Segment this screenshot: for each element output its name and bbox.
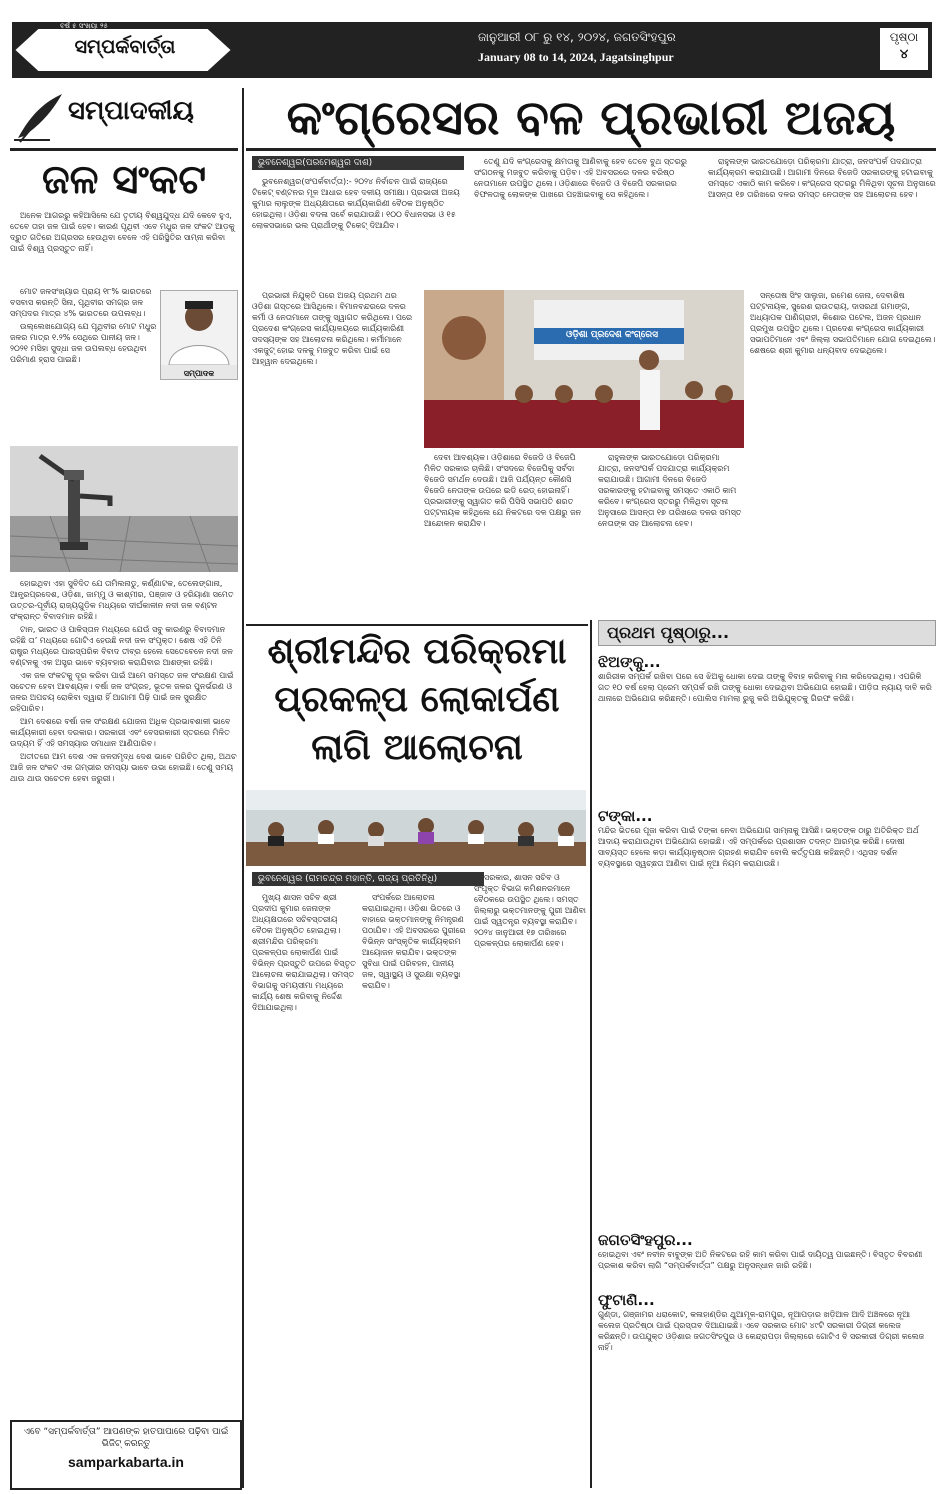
continuation-heading: ଝିଅଙ୍କୁ...	[598, 653, 661, 671]
conference-image	[246, 790, 586, 866]
editor-caption: ସମ୍ପାଦକ	[183, 369, 215, 378]
divider	[10, 148, 238, 151]
continuation-text: ହୋଇଥିବା ଏବଂ ନବୀନ ବାବୁଙ୍କ ଅତି ନିକଟରେ ରହି କାମ କରିବା ପାଇଁ ଦାୟିତ୍ୱ ପାଇଛନ୍ତି। ବିସ୍ତୃତ ବିବରଣୀ ପ୍ରକାଶ କରିବା ଲାଗି “ସମ୍ପର୍କବାର୍ତ୍ତା” ପକ୍ଷରୁ ଅନୁସନ୍ଧାନ ଜାରି ରହିଛି।	[598, 1250, 923, 1270]
second-byline: ଭୁବନେଶ୍ୱର (ରାମଚନ୍ଦ୍ର ମହାନ୍ତି, ରାଜ୍ୟ ପ୍ରତିନିଧି)	[252, 872, 484, 886]
divider	[246, 624, 588, 626]
column-divider	[590, 620, 592, 1488]
lead-paragraph: ସନ୍ତୋଷ ସିଂହ ସାଲୁଜା, ରମେଶ ଜେନା, ଦେବାଶିଷ ପଟ୍ଟନାୟକ, ସୁରେଶ ରାଉତରାୟ, ଦାସରଥୀ ଗମାଙ୍ଗ, ଅଧ୍ୟାପକ ପାଣିଗ୍ରାହୀ, କିଶୋର ପଟେଲ, ଅଜନ ପ୍ରଧାନ ପ୍ରମୁଖ ଉପସ୍ଥିତ ଥିଲେ। ପ୍ରଦେଶ କଂଗ୍ରେସ କାର୍ଯ୍ୟକାରୀ ସଭାପତିମାନେ ଏବଂ ଜିଲ୍ଲା ସଭାପତିମାନେ ଯୋଗ ଦେଇଥିଲେ। ଶେଷରେ ଶ୍ରୀ କୁମାର ଧନ୍ୟବାଦ ଦେଇଥିଲେ।	[750, 291, 936, 355]
editorial-paragraph: ଅତୀତରେ ଆମ ଦେଶ ଏକ ଜଳସମୃଦ୍ଧ ଦେଶ ଭାବେ ପରିଚିତ ଥିଲା, ଅଥଚ ଆଜି ଜଳ ସଂକଟ ଏକ ଗମ୍ଭୀର ସମସ୍ୟା ଭାବେ ଉଭା ହୋଇଛି। ତେଣୁ ସମୟ ଥାଉ ଥାଉ ସଚେତନ ହେବା ଜରୁରୀ।	[10, 752, 237, 783]
front-page-box-title: ପ୍ରଥମ ପୃଷ୍ଠାରୁ...	[598, 620, 936, 646]
continuation-text: ମନ୍ଦିର ଭିତରେ ପୂଜା କରିବା ପାଇଁ ଟଙ୍କା ନେବା ଅଭିଯୋଗ ସାମ୍ନାକୁ ଆସିଛି। ଭକ୍ତଙ୍କ ଠାରୁ ଅତିରିକ୍ତ ଅର୍ଥ ଆଦାୟ କରାଯାଉଥିବା ଅଭିଯୋଗ ହୋଇଛି। ଏହି ସମ୍ପର୍କରେ ପ୍ରଶାସନ ତଦନ୍ତ ଆରମ୍ଭ କରିଛି। ଦୋଷୀ ସାବ୍ୟସ୍ତ ହେଲେ କଡ଼ା କାର୍ଯ୍ୟାନୁଷ୍ଠାନ ଗ୍ରହଣ କରାଯିବ ବୋଲି କର୍ତ୍ତୃପକ୍ଷ କହିଛନ୍ତି। ଏଥିସହ ଦର୍ଶନ ବ୍ୟବସ୍ଥାରେ ସ୍ୱଚ୍ଛତା ଆଣିବା ପାଇଁ ନୂଆ ନିୟମ କରାଯାଉଛି।	[598, 826, 919, 868]
lead-story-photo	[424, 290, 744, 448]
lead-headline: କଂଗ୍ରେସର ବଳ ପ୍ରଭାରୀ ଅଜୟ	[286, 90, 896, 146]
page-label: ପୃଷ୍ଠା	[889, 30, 919, 44]
lead-paragraph: ରାହୁଲଙ୍କ ଭାରତଯୋଡ଼ୋ ପରିକ୍ରମା ଯାତ୍ରା, ଜନସଂପର୍କ ପଦଯାତ୍ରା କାର୍ଯ୍ୟକ୍ରମ କରାଯାଉଛି। ଆଗାମୀ ଦିନରେ ବିଜେଡି ସରକାରଙ୍କୁ ହଟାଇବାକୁ ସମସ୍ତେ ଏକାଠି କାମ କରିବେ। କଂଗ୍ରେସ ସ୍ତରରୁ ମିଳିଥିବା ସୂଚନା ଅନୁସାରେ ଆସନ୍ତା ୧୭ ତାରିଖରେ ଦଳର ସମସ୍ତ ନେତାଙ୍କ ସହ ଆଲୋଚନା ହେବ।	[598, 453, 742, 528]
website-promo-text: ଏବେ “ସମ୍ପର୍କବାର୍ତ୍ତା” ଆପଣଙ୍କ ହାତପାପାରେ ପଢ଼ିବା ପାଇଁ ଭିଜିଟ୍ କରନ୍ତୁ	[23, 1427, 229, 1449]
quill-pen-icon	[10, 90, 66, 144]
issue-date-english: January 08 to 14, 2024, Jagatsinghpur	[478, 50, 674, 64]
lead-byline: ଭୁବନେଶ୍ୱର(ପରମେଶ୍ୱର ଦାଶ)	[252, 156, 464, 170]
person-silhouette-icon	[161, 291, 237, 365]
lead-col-3	[474, 156, 696, 286]
editorial-body-lower	[10, 578, 238, 1414]
lead-photo-caption: ଓଡ଼ିଶା ପ୍ରଦେଶ କଂଗ୍ରେସ	[566, 330, 658, 340]
logo-text: ସମ୍ପର୍କବାର୍ତ୍ତା	[74, 36, 176, 58]
editorial-header	[10, 90, 238, 146]
page-number: ୪	[899, 47, 909, 62]
editorial-section-label: ସମ୍ପାଦକୀୟ	[68, 96, 194, 126]
editorial-paragraph: ଅନେକ ଆଗରରୁ କହିଆସିଲେ ଯେ ତୃତୀୟ ବିଶ୍ୱଯୁଦ୍ଧ ଯଦି କେବେ ହୁଏ, ତେବେ ତାହା ଜଳ ପାଇଁ ହେବ। କାରଣ ପୃଥିବୀ ଏବେ ମଧୁର ଜଳ ସଂକଟ ଆଡ଼କୁ ଦ୍ରୁତ ଗତିରେ ଅଗ୍ରସର ହେଉଥିବା ବେଳେ ଏହି ପରିସ୍ଥିତିର ସାମ୍ନା କରିବା ପାଇଁ ବିଶ୍ୱ ପ୍ରସ୍ତୁତ ନାହିଁ।	[10, 211, 235, 253]
second-headline-line-3: ଲାଗି ଆଲୋଚନା	[311, 727, 523, 768]
lead-col-4	[708, 156, 936, 286]
editorial-paragraph: ଉଲ୍ଲେଖଯୋଗ୍ୟ ଯେ ପୃଥିବୀର ମୋଟ ମଧୁର ଜଳର ମାତ୍ର ୧.୨% ସେଥିରେ ପାନୀୟ ଜଳ। ୨୦୨୧ ମସିହା ସୁଦ୍ଧା ଜଳ ଉପଲବ୍ଧ ହେଉଥିବା ପରିମାଣ ହ୍ରାସ ପାଇଛି।	[10, 322, 157, 364]
meeting-photo	[246, 790, 586, 866]
second-paragraph: ମୁଖ୍ୟ ଶାସନ ସଚିବ ଶ୍ରୀ ପ୍ରଦୀପ କୁମାର ଜେନାଙ୍କ ଅଧ୍ୟକ୍ଷତାରେ ସଚିବସ୍ତରୀୟ ବୈଠକ ଅନୁଷ୍ଠିତ ହୋଇଥିଲା। ଶ୍ରୀମନ୍ଦିର ପରିକ୍ରମା ପ୍ରକଳ୍ପର ଲୋକାର୍ପଣ ପାଇଁ ବିଭିନ୍ନ ପ୍ରସ୍ତୁତି ଉପରେ ବିସ୍ତୃତ ଆଲୋଚନା କରାଯାଇଥିଲା। ସମସ୍ତ ବିଭାଗକୁ ସମୟସୀମା ମଧ୍ୟରେ କାର୍ଯ୍ୟ ଶେଷ କରିବାକୁ ନିର୍ଦ୍ଦେଶ ଦିଆଯାଇଥିଲା।	[252, 893, 356, 1012]
page-number-box	[878, 26, 930, 72]
lead-col-4b	[750, 290, 936, 620]
continuation-item	[598, 652, 934, 802]
congress-meeting-image	[424, 290, 744, 448]
second-col-1	[252, 892, 356, 1484]
second-col-2	[362, 892, 466, 1484]
continuation-text: ଶାରିରୀକ ସମ୍ପର୍କ ରଖିବା ପରେ ସେ ଝିଅକୁ ଧୋକା ଦେଇ ତାଙ୍କୁ ବିବାହ କରିବାକୁ ମନା କରିଦେଇଥିଲା। ଏପରିକି ଗତ ୧୦ ବର୍ଷ ହେଲା ପ୍ରେମ ସମ୍ପର୍କ ରଖି ତାଙ୍କୁ ଧୋକା ଦେଇଥିବା ଅଭିଯୋଗ ହୋଇଛି। ପୀଡ଼ିତା ନ୍ୟାୟ ଦାବି କରି ଥାନାରେ ଅଭିଯୋଗ କରିଛନ୍ତି। ପୋଲିସ ମାମଲା ରୁଜୁ କରି ଅଭିଯୁକ୍ତକୁ ଗିରଫ କରିଛି।	[598, 672, 932, 703]
second-paragraph: ସଂପର୍କରେ ଆଲୋଚନା କରାଯାଇଥିଲା। ଓଡ଼ିଶା ଭିତରେ ଓ ବାହାରେ ଭକ୍ତମାନଙ୍କୁ ନିମନ୍ତ୍ରଣ ପଠାଯିବ। ଏହି ଅବସରରେ ପୁରୀରେ ବିଭିନ୍ନ ସାଂସ୍କୃତିକ କାର୍ଯ୍ୟକ୍ରମ ଆୟୋଜନ କରାଯିବ। ଭକ୍ତଙ୍କ ସୁବିଧା ପାଇଁ ପରିବହନ, ପାନୀୟ ଜଳ, ସ୍ୱାସ୍ଥ୍ୟ ଓ ସୁରକ୍ଷା ବ୍ୟବସ୍ଥା କରାଯିବ।	[362, 893, 466, 990]
second-headline-line-2: ପ୍ରକଳ୍ପ ଲୋକାର୍ପଣ	[274, 679, 560, 720]
editorial-paragraph: ହୋଇଥିବା ଏହା ସୁବିଦିତ ଯେ ତାମିଲନାଡୁ, କର୍ଣ୍ଣାଟକ, ତେଲେଙ୍ଗାନା, ଆନ୍ଧ୍ରପ୍ରଦେଶ, ଓଡ଼ିଶା, ଜାମ୍ମୁ ଓ କାଶ୍ମୀର, ପଞ୍ଜାବ ଓ ହରିୟାଣା ସମେତ ଉତ୍ତର-ପୂର୍ବୀୟ ରାଜ୍ୟଗୁଡ଼ିକ ମଧ୍ୟରେ ଦୀର୍ଘକାଳୀନ ନଦୀ ଜଳ ବଣ୍ଟନ ସଂକ୍ରାନ୍ତ ବିବାଦମାନ ରହିଛି।	[10, 579, 234, 621]
editorial-title: ଜଳ ସଂକଟ	[41, 157, 207, 203]
logo-subtext: ବର୍ଷ ୫ ସଂଖ୍ୟା ୨୫	[60, 22, 108, 30]
water-pump-photo	[10, 446, 238, 572]
website-url-link[interactable]: samparkabarta.in	[68, 1454, 184, 1470]
editorial-paragraph: ଆମ ଦେଶରେ ବର୍ଷା ଜଳ ସଂରକ୍ଷଣ ଯୋଜନା ଅଧିକ ପ୍ରଭାବଶାଳୀ ଭାବେ କାର୍ଯ୍ୟକାରୀ ହେବା ଦରକାର। ସରକାରୀ ଏବଂ ବେସରକାରୀ ସ୍ତରରେ ମିଳିତ ଉଦ୍ୟମ ହିଁ ଏହି ସମସ୍ୟାର ସମାଧାନ ଆଣିପାରିବ।	[10, 717, 231, 748]
second-col-3	[474, 872, 586, 1484]
hand-pump-icon	[10, 446, 238, 572]
second-headline	[246, 628, 588, 772]
continuation-text: ଗୁଣ୍ଡା, ଗଞ୍ଜାମର ଧରାକୋଟ, କଳାହାଣ୍ଡିର ଥୁଆମୂଳ-ରାମପୁର, ନୂଆପଡ଼ାର ଖଡ଼ିଆଳ ଆଦି ଅଞ୍ଚଳରେ ନୂଆ କଲେଜ ପ୍ରତିଷ୍ଠା ପାଇଁ ପ୍ରସ୍ତାବ ଦିଆଯାଇଛି। ଏବେ ସରକାର ମୋଟ ୪୯ଟି ସରକାରୀ ଡିଗ୍ରୀ କଲେଜ କରିଛନ୍ତି। ଉପଯୁକ୍ତ ଓଡ଼ିଶାର ଜଗତସିଂହପୁର ଓ କେନ୍ଦ୍ରାପଡ଼ା ଜିଲ୍ଲାରେ ଗୋଟିଏ ବି ସରକାରୀ ଡିଗ୍ରୀ କଲେଜ ନାହିଁ।	[598, 1310, 925, 1352]
continuation-item	[598, 1290, 934, 1486]
continuation-heading: ଫୁଟାଣି...	[598, 1291, 655, 1309]
column-divider	[242, 88, 244, 1488]
second-headline-line-1: ଶ୍ରୀମନ୍ଦିର ପରିକ୍ରମା	[267, 631, 567, 672]
editorial-paragraph: ଟାନ, ଭାରତ ଓ ପାକିସ୍ତାନ ମଧ୍ୟରେ ଯେଉଁ ସବୁ କାରଣରୁ ବିବାଦମାନ ରହିଛି ତା’ ମଧ୍ୟରେ ଗୋଟିଏ ହେଉଛି ନଦୀ ଜଳ ସଂପୃକ୍ତ। ଶେଷ ଏହି ତିନି ରାଷ୍ଟ୍ର ମଧ୍ୟରେ ପାରସ୍ପରିକ ବିବାଦ ତୀବ୍ର ହେଲେ ସେତେବେଳେ ନଦୀ ଜଳ ବଣ୍ଟନକୁ ଏକ ଅସ୍ତ୍ର ଭାବେ ବ୍ୟବହାର କରାଯିବାର ଆଶଙ୍କା ରହିଛି।	[10, 625, 233, 667]
lead-col-3b	[424, 452, 590, 620]
website-promo-box	[10, 1420, 242, 1490]
lead-paragraph: ରାହୁଲଙ୍କ ଭାରତଯୋଡ଼ୋ ପରିକ୍ରମା ଯାତ୍ରା, ଜନସଂପର୍କ ପଦଯାତ୍ରା କାର୍ଯ୍ୟକ୍ରମ କରାଯାଉଛି। ଆଗାମୀ ଦିନରେ ବିଜେଡି ସରକାରଙ୍କୁ ହଟାଇବାକୁ ସମସ୍ତେ ଏକାଠି କାମ କରିବେ। କଂଗ୍ରେସ ସ୍ତରରୁ ମିଳିଥିବା ସୂଚନା ଅନୁସାରେ ଆସନ୍ତା ୧୭ ତାରିଖରେ ଦଳର ସମସ୍ତ ନେତାଙ୍କ ସହ ଆଲୋଚନା ହେବ।	[708, 157, 936, 199]
editorial-body-mid	[10, 286, 158, 440]
continuation-item	[598, 1230, 934, 1280]
lead-paragraph: ଭୁବନେଶ୍ୱର(ସଂପର୍କବାର୍ତ୍ତା):- ୨୦୨୪ ନିର୍ବାଚନ ପାଇଁ ରାଜ୍ୟରେ ଟିକେଟ୍ ବଣ୍ଟନର ମୂଳ ଆଧାର ହେବ ଦଳୀୟ ସମୀକ୍ଷା। ପ୍ରଭାରୀ ଅଜୟ କୁମାର ଲାଲୁଙ୍କ ଅଧ୍ୟକ୍ଷତାରେ କାର୍ଯ୍ୟକାରିଣୀ ବୈଠକ ଅନୁଷ୍ଠିତ ହୋଇଥିଲା। ଓଡ଼ିଶା ବଦଳା ସର୍ବେ କରାଯାଉଛି। ୧୦୦ ବିଧାନସଭା ଓ ୧୫ ଲୋକସଭାରେ ଭଲ ପ୍ରାର୍ଥୀଙ୍କୁ ଟିକେଟ୍ ଦିଆଯିବ।	[252, 177, 460, 230]
continuation-item	[598, 806, 934, 1226]
editorial-paragraph: ମୋଟ ଜଳସଂଖ୍ୟାର ପ୍ରାୟ ୧୮% ଭାରତରେ ବସବାସ କରନ୍ତି ସିନା, ପୃଥିବୀର ସମଗ୍ର ଜଳ ସମ୍ପଦର ମାତ୍ର ୪% ଭାରତରେ ଉପଲବ୍ଧ।	[10, 287, 152, 318]
issue-date-odia: ଜାନୁଆରୀ ୦୮ ରୁ ୧୪, ୨୦୨୪, ଜଗତସିଂହପୁର	[478, 30, 676, 44]
editorial-body-top	[10, 210, 238, 284]
lead-col-4b-left	[598, 452, 744, 620]
second-paragraph: ସରକାର, ଶାସନ ସଚିବ ଓ ସଂପୃକ୍ତ ବିଭାଗ କମିଶନରମାନେ ବୈଠକରେ ଉପସ୍ଥିତ ଥିଲେ। ସମସ୍ତ ଜିଲ୍ଲାରୁ ଭକ୍ତମାନଙ୍କୁ ପୁରୀ ଆଣିବା ପାଇଁ ସ୍ୱତନ୍ତ୍ର ବ୍ୟବସ୍ଥା କରାଯିବ। ୨୦୨୪ ଜାନୁଆରୀ ୧୭ ତାରିଖରେ ପ୍ରକଳ୍ପର ଲୋକାର୍ପଣ ହେବ।	[474, 873, 586, 948]
continuation-heading: ଜଗତସିଂହପୁର...	[598, 1231, 693, 1249]
lead-paragraph: ଦେବା ଆବଶ୍ୟକ। ଓଡ଼ିଶାରେ ବିଜେଡି ଓ ବିଜେପି ମିଳିତ ସରକାର ଚାଲିଛି। ସଂସଦରେ ବିଜେପିକୁ ସର୍ବଦା ବିଜେଡି ସମର୍ଥନ ଦେଉଛି। ଆଜି ପର୍ଯ୍ୟନ୍ତ କୌଣସି ବିଜେଡି ନେତାଙ୍କ ଉପରେ ଇଡି ରେଡ୍ ହୋଇନାହିଁ। ପ୍ରଭାରୀଙ୍କୁ ସ୍ୱାଗତ କରି ପିସିସି ସଭାପତି ଶରତ ପଟ୍ଟନାୟକ କହିଥିଲେ ଯେ ନିକଟରେ ଦଳ ପକ୍ଷରୁ ଜନ ଆନ୍ଦୋଳନ କରାଯିବ।	[424, 453, 582, 528]
editorial-paragraph: ଏକ ଜଳ ସଂକଟକୁ ଦୂର କରିବା ପାଇଁ ଆମେ ସମସ୍ତେ ଜଳ ସଂରକ୍ଷଣ ପାଇଁ ସଚେତନ ହେବା ଆବଶ୍ୟକ। ବର୍ଷା ଜଳ ସଂଗ୍ରହ, ଭୂତଳ ଜଳର ପୁନର୍ଭରଣ ଓ ଜଳର ଅପଚୟ ରୋକିବା ଦ୍ୱାରା ହିଁ ଆଗାମୀ ପିଢ଼ି ପାଇଁ ଜଳ ସୁରକ୍ଷିତ ରହିପାରିବ।	[10, 671, 234, 713]
lead-paragraph: ତେଣୁ ଯଦି କଂଗ୍ରେସକୁ କ୍ଷମତାକୁ ଆଣିବାକୁ ହେବ ତେବେ ବୁଥ ସ୍ତରରୁ ସଂଗଠନକୁ ମଜବୁତ କରିବାକୁ ପଡ଼ିବ। ଏହି ଅବସରରେ ଦଳର ବରିଷ୍ଠ ନେତାମାନେ ଉପସ୍ଥିତ ଥିଲେ। ଓଡ଼ିଶାରେ ବିଜେଡି ଓ ବିଜେପି ସରକାରର ବିଫଳତାକୁ ଲୋକଙ୍କ ପାଖରେ ପହଞ୍ଚାଇବାକୁ ସେ କହିଥିଲେ।	[474, 157, 687, 199]
lead-col-1	[252, 176, 462, 286]
divider	[246, 148, 936, 151]
lead-col-2	[252, 290, 418, 620]
editor-photo	[160, 290, 238, 380]
lead-paragraph: ପ୍ରଭାରୀ ନିଯୁକ୍ତି ପରେ ଅଜୟ ପ୍ରଥମ ଥର ଓଡ଼ିଶା ଗସ୍ତରେ ଆସିଥିଲେ। ବିମାନବନ୍ଦରରେ ଦଳର କର୍ମୀ ଓ ନେତାମାନେ ତାଙ୍କୁ ସ୍ୱାଗତ କରିଥିଲେ। ପରେ ପ୍ରଦେଶ କଂଗ୍ରେସ କାର୍ଯ୍ୟାଳୟରେ କାର୍ଯ୍ୟକାରିଣୀ ସଦସ୍ୟଙ୍କ ସହ ଆଲୋଚନା କରିଥିଲେ। କର୍ମୀମାନେ ଏକଜୁଟ୍ ହୋଇ ଦଳକୁ ମଜବୁତ କରିବା ପାଇଁ ସେ ଆହ୍ୱାନ ଦେଇଥିଲେ।	[252, 291, 413, 366]
continuation-heading: ଟଙ୍କା...	[598, 807, 653, 825]
